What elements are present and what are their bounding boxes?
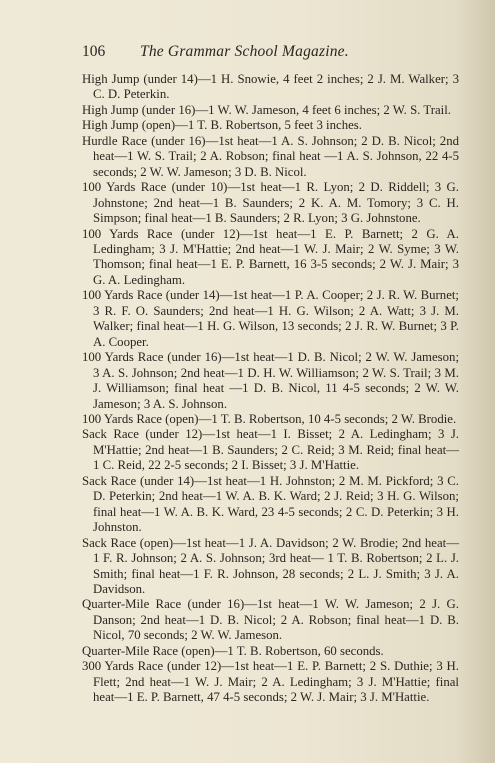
result-entry: High Jump (open)—1 T. B. Robertson, 5 feet 3 inches. xyxy=(82,118,362,133)
result-entry: Sack Race (under 12)—1st heat—1 I. Bisset; 2 A. Ledingham; 3 J. M'Hattie; 2nd heat—1 B. Saunders; 2 C. Reid; 3 M. Reid; final heat—1 C. Reid, 22 2-5 seconds; 2 I. Bisset; 3 J. M'Hattie. xyxy=(82,427,459,473)
running-title: The Grammar School Magazine. xyxy=(140,43,349,60)
result-entry: Sack Race (under 14)—1st heat—1 H. Johnston; 2 M. M. Pickford; 3 C. D. Peterkin; 2nd heat—1 W. A. B. K. Ward; 2 J. Reid; 3 H. G. Wilson; final heat—1 W. A. B. K. Ward, 23 4-5 seconds; 2 C. D. Peterkin; 3 H. Johnston. xyxy=(82,473,459,535)
page-number: 106 xyxy=(82,43,106,60)
result-entry: High Jump (under 14)—1 H. Snowie, 4 feet 2 inches; 2 J. M. Walker; 3 C. D. Peterkin. xyxy=(82,72,459,102)
result-entry: Hurdle Race (under 16)—1st heat—1 A. S. Johnson; 2 D. B. Nicol; 2nd heat—1 W. S. Trail; 2 A. Robson; final heat —1 A. S. Johnson, 22 4-5 seconds; 2 W. W. Jameson; 3 D. B. Nicol. xyxy=(82,133,459,179)
page-header xyxy=(82,43,452,63)
result-entry: Quarter-Mile Race (under 16)—1st heat—1 W. W. Jameson; 2 J. G. Danson; 2nd heat—1 D. B. Nicol; 2 A. Robson; final heat—1 D. B. Nicol, 70 seconds; 2 W. W. Jameson. xyxy=(82,597,459,643)
result-entry: Quarter-Mile Race (open)—1 T. B. Robertson, 60 seconds. xyxy=(82,643,384,658)
result-entry: 100 Yards Race (under 16)—1st heat—1 D. B. Nicol; 2 W. W. Jameson; 3 A. S. Johnson; 2nd heat—1 D. H. W. Williamson; 2 W. S. Trail; 3 M. J. Williamson; final heat —1 D. B. Nicol, 11 4-5 seconds; 2 W. W. Jameson; 3 A. S. Johnson. xyxy=(82,350,459,411)
result-entry: 100 Yards Race (under 14)—1st heat—1 P. A. Cooper; 2 J. R. W. Burnet; 3 R. F. O. Saunders; 2nd heat—1 H. G. Wilson; 2 A. Watt; 3 J. M. Walker; final heat—1 H. G. Wilson, 13 seconds; 2 J. R. W. Burnet; 3 P. A. Cooper. xyxy=(82,288,459,349)
result-entry: 100 Yards Race (under 12)—1st heat—1 E. P. Barnett; 2 G. A. Ledingham; 3 J. M'Hattie; 2nd heat—1 W. J. Mair; 2 W. Syme; 3 W. Thomson; final heat—1 E. P. Barnett, 16 3-5 seconds; 2 W. J. Mair; 3 G. A. Ledingham. xyxy=(82,226,459,287)
result-entry: 100 Yards Race (open)—1 T. B. Robertson, 10 4-5 seconds; 2 W. Brodie. xyxy=(82,411,457,426)
result-entry: 300 Yards Race (under 12)—1st heat—1 E. P. Barnett; 2 S. Duthie; 3 H. Flett; 2nd heat—1 W. J. Mair; 2 A. Ledingham; 3 J. M'Hattie; final heat—1 E. P. Barnett, 47 4-5 seconds; 2 W. J. Mair; 3 J. M'Hattie. xyxy=(82,659,459,705)
results-list xyxy=(82,72,459,706)
result-entry: High Jump (under 16)—1 W. W. Jameson, 4 feet 6 inches; 2 W. S. Trail. xyxy=(82,102,451,117)
result-entry: 100 Yards Race (under 10)—1st heat—1 R. Lyon; 2 D. Riddell; 3 G. Johnstone; 2nd heat—1 B. Saunders; 2 K. A. M. Tomory; 3 C. H. Simpson; final heat—1 B. Saunders; 2 R. Lyon; 3 G. Johnstone. xyxy=(82,180,459,226)
result-entry: Sack Race (open)—1st heat—1 J. A. Davidson; 2 W. Brodie; 2nd heat—1 F. R. Johnson; 2 A. S. Johnson; 3rd heat— 1 T. B. Robertson; 2 L. J. Smith; final heat—1 F. R. Johnson, 28 seconds; 2 L. J. Smith; 3 J. A. Davidson. xyxy=(82,535,459,596)
